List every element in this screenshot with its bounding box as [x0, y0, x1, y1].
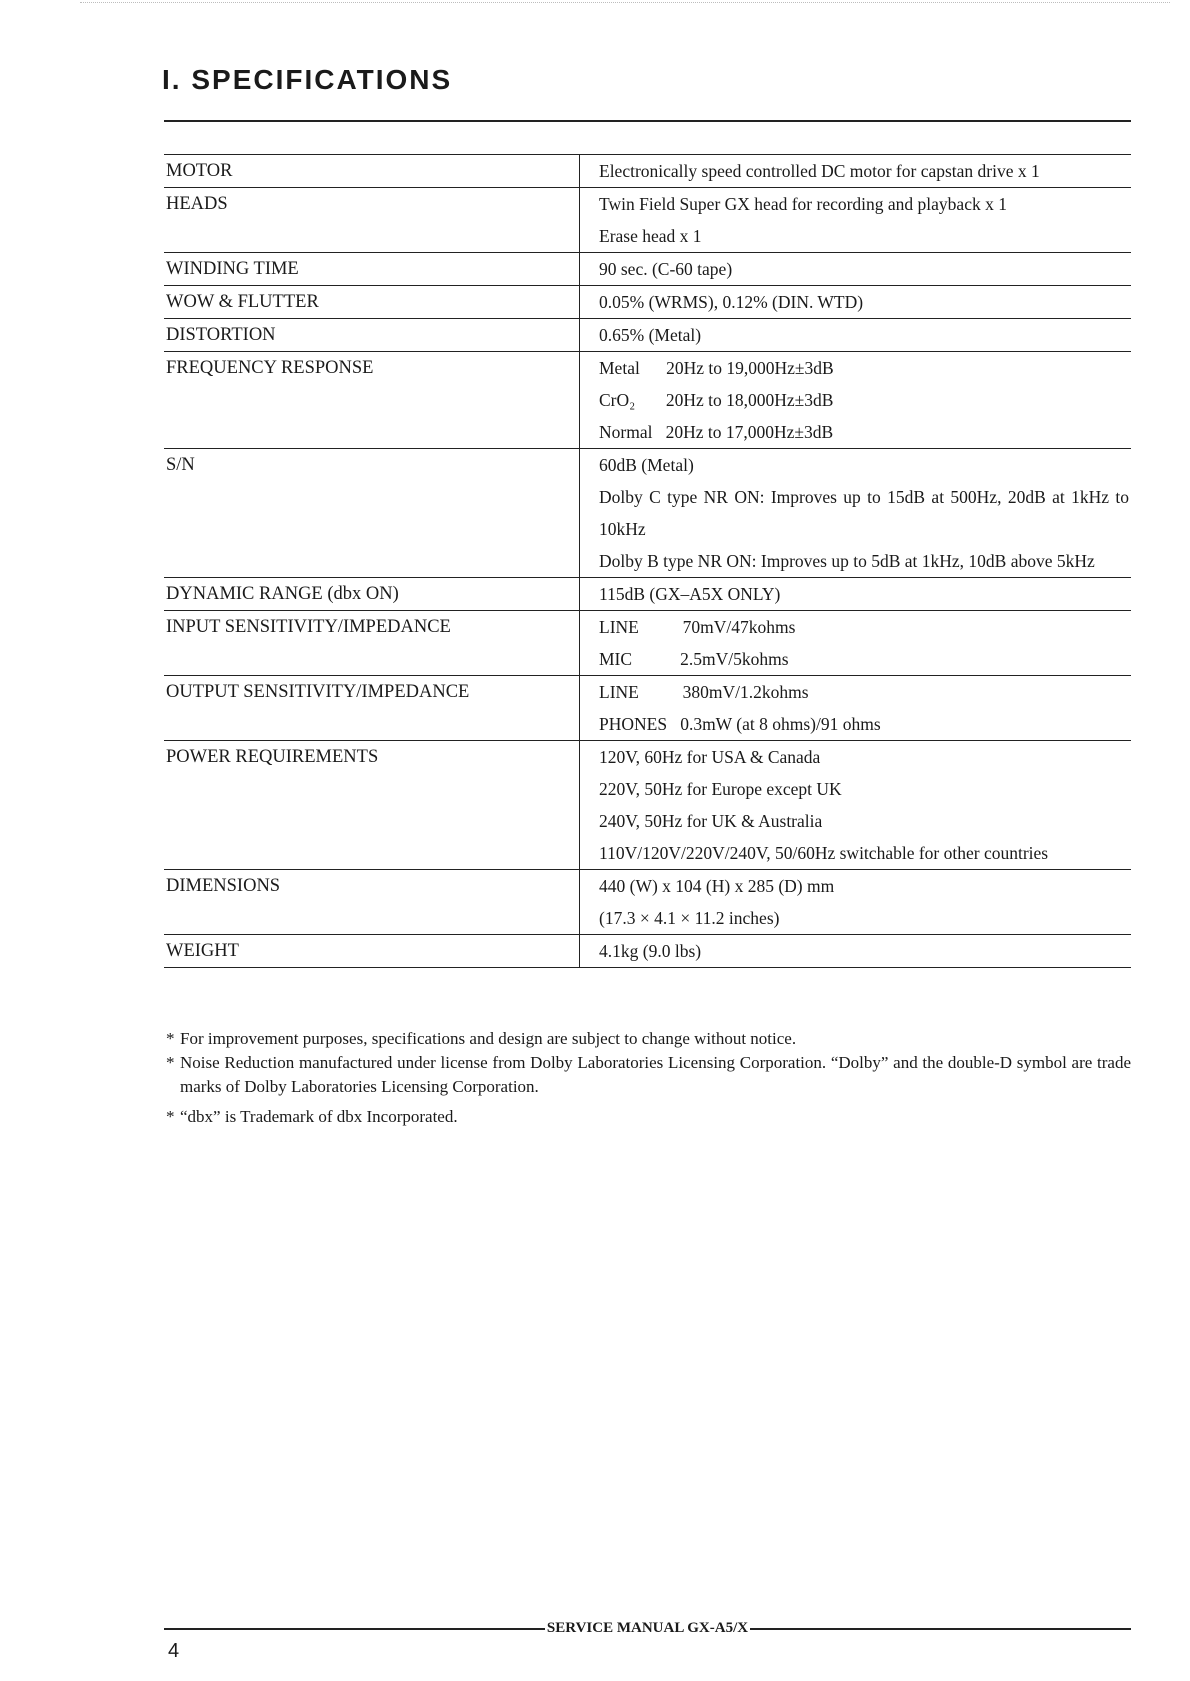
spec-label: WEIGHT	[164, 935, 580, 967]
spec-row-input-sensitivity	[164, 611, 1131, 676]
spec-value: 0.65% (Metal)	[599, 325, 702, 345]
spec-value: 110V/120V/220V/240V, 50/60Hz switchable for other countries	[599, 843, 1049, 863]
spec-value: Normal 20Hz to 17,000Hz±3dB	[599, 422, 834, 442]
spec-value: 220V, 50Hz for Europe except UK	[599, 779, 842, 799]
spec-values	[580, 741, 1131, 869]
spec-values	[580, 155, 1131, 187]
spec-row-heads	[164, 188, 1131, 253]
asterisk-mark: *	[166, 1107, 175, 1126]
asterisk-mark: *	[166, 1053, 175, 1072]
spec-row-power-requirements	[164, 741, 1131, 870]
spec-values	[580, 188, 1131, 252]
spec-value: 440 (W) x 104 (H) x 285 (D) mm	[599, 876, 835, 896]
spec-value: LINE 380mV/1.2kohms	[599, 682, 809, 702]
spec-row-frequency-response	[164, 352, 1131, 449]
spec-value: 115dB (GX–A5X ONLY)	[599, 584, 781, 604]
page-title: I. SPECIFICATIONS	[162, 64, 453, 95]
footer-rule-left	[164, 1628, 545, 1630]
spec-values	[580, 253, 1131, 285]
spec-values	[580, 319, 1131, 351]
spec-label: WINDING TIME	[164, 253, 580, 285]
spec-row-signal-to-noise	[164, 449, 1131, 578]
spec-row-dynamic-range	[164, 578, 1131, 611]
footnote-dbx	[166, 1105, 1131, 1129]
spec-values	[580, 935, 1131, 967]
spec-value: LINE 70mV/47kohms	[599, 617, 796, 637]
footnote-dolby	[166, 1051, 1131, 1099]
spec-value: 120V, 60Hz for USA & Canada	[599, 747, 821, 767]
spec-row-wow-flutter	[164, 286, 1131, 319]
spec-label: DIMENSIONS	[164, 870, 580, 934]
footnote-text: “dbx” is Trademark of dbx Incorporated.	[180, 1107, 458, 1126]
spec-values	[580, 449, 1131, 577]
footnote-improvement	[166, 1027, 1131, 1051]
spec-value: PHONES 0.3mW (at 8 ohms)/91 ohms	[599, 714, 881, 734]
spec-label: HEADS	[164, 188, 580, 252]
spec-values	[580, 286, 1131, 318]
footnote-text: For improvement purposes, specifications and design are subject to change without notice.	[180, 1029, 797, 1048]
spec-value: Electronically speed controlled DC motor for capstan drive x 1	[599, 161, 1040, 181]
footnote-text: Noise Reduction manufactured under license from Dolby Laboratories Licensing Corporation. “Dolby” and the double-D symbol are trade marks of Dolby Laboratories Licensing Corporation.	[180, 1053, 1131, 1096]
spec-row-dimensions	[164, 870, 1131, 935]
page-footer	[164, 1620, 1131, 1637]
page-number: 4	[168, 1640, 180, 1662]
spec-values	[580, 611, 1131, 675]
spec-value: 90 sec. (C-60 tape)	[599, 259, 733, 279]
spec-value: 4.1kg (9.0 lbs)	[599, 941, 702, 961]
title-rule	[164, 120, 1131, 122]
spec-label: DYNAMIC RANGE (dbx ON)	[164, 578, 580, 610]
spec-values	[580, 870, 1131, 934]
spec-label: OUTPUT SENSITIVITY/IMPEDANCE	[164, 676, 580, 740]
spec-value: Dolby C type NR ON: Improves up to 15dB at 500Hz, 20dB at 1kHz to 10kHz	[599, 487, 1129, 539]
spec-value: MIC 2.5mV/5kohms	[599, 649, 789, 669]
spec-row-weight	[164, 935, 1131, 968]
spec-value: Twin Field Super GX head for recording and playback x 1	[599, 194, 1007, 214]
spec-label: FREQUENCY RESPONSE	[164, 352, 580, 448]
spec-value: Dolby B type NR ON: Improves up to 5dB at 1kHz, 10dB above 5kHz	[599, 551, 1095, 571]
spec-values	[580, 352, 1131, 448]
spec-values	[580, 578, 1131, 610]
spec-value: Erase head x 1	[599, 226, 702, 246]
spec-value: CrO₂ 20Hz to 18,000Hz±3dB	[599, 390, 834, 410]
spec-values	[580, 676, 1131, 740]
spec-label: S/N	[164, 449, 580, 577]
spec-value: Metal 20Hz to 19,000Hz±3dB	[599, 358, 834, 378]
spec-label: INPUT SENSITIVITY/IMPEDANCE	[164, 611, 580, 675]
spec-value: (17.3 × 4.1 × 11.2 inches)	[599, 908, 780, 928]
asterisk-mark: *	[166, 1029, 175, 1048]
spec-row-distortion	[164, 319, 1131, 352]
scan-edge-line	[80, 2, 1170, 3]
spec-row-motor	[164, 155, 1131, 188]
spec-row-winding-time	[164, 253, 1131, 286]
spec-value: 0.05% (WRMS), 0.12% (DIN. WTD)	[599, 292, 864, 312]
spec-label: MOTOR	[164, 155, 580, 187]
footer-rule-right	[750, 1628, 1131, 1630]
specifications-table	[164, 154, 1131, 968]
spec-label: POWER REQUIREMENTS	[164, 741, 580, 869]
spec-value: 60dB (Metal)	[599, 455, 694, 475]
footnotes	[166, 1027, 1131, 1129]
spec-row-output-sensitivity	[164, 676, 1131, 741]
spec-label: DISTORTION	[164, 319, 580, 351]
spec-value: 240V, 50Hz for UK & Australia	[599, 811, 823, 831]
footer-title: SERVICE MANUAL GX-A5/X	[546, 1620, 749, 1636]
spec-label: WOW & FLUTTER	[164, 286, 580, 318]
